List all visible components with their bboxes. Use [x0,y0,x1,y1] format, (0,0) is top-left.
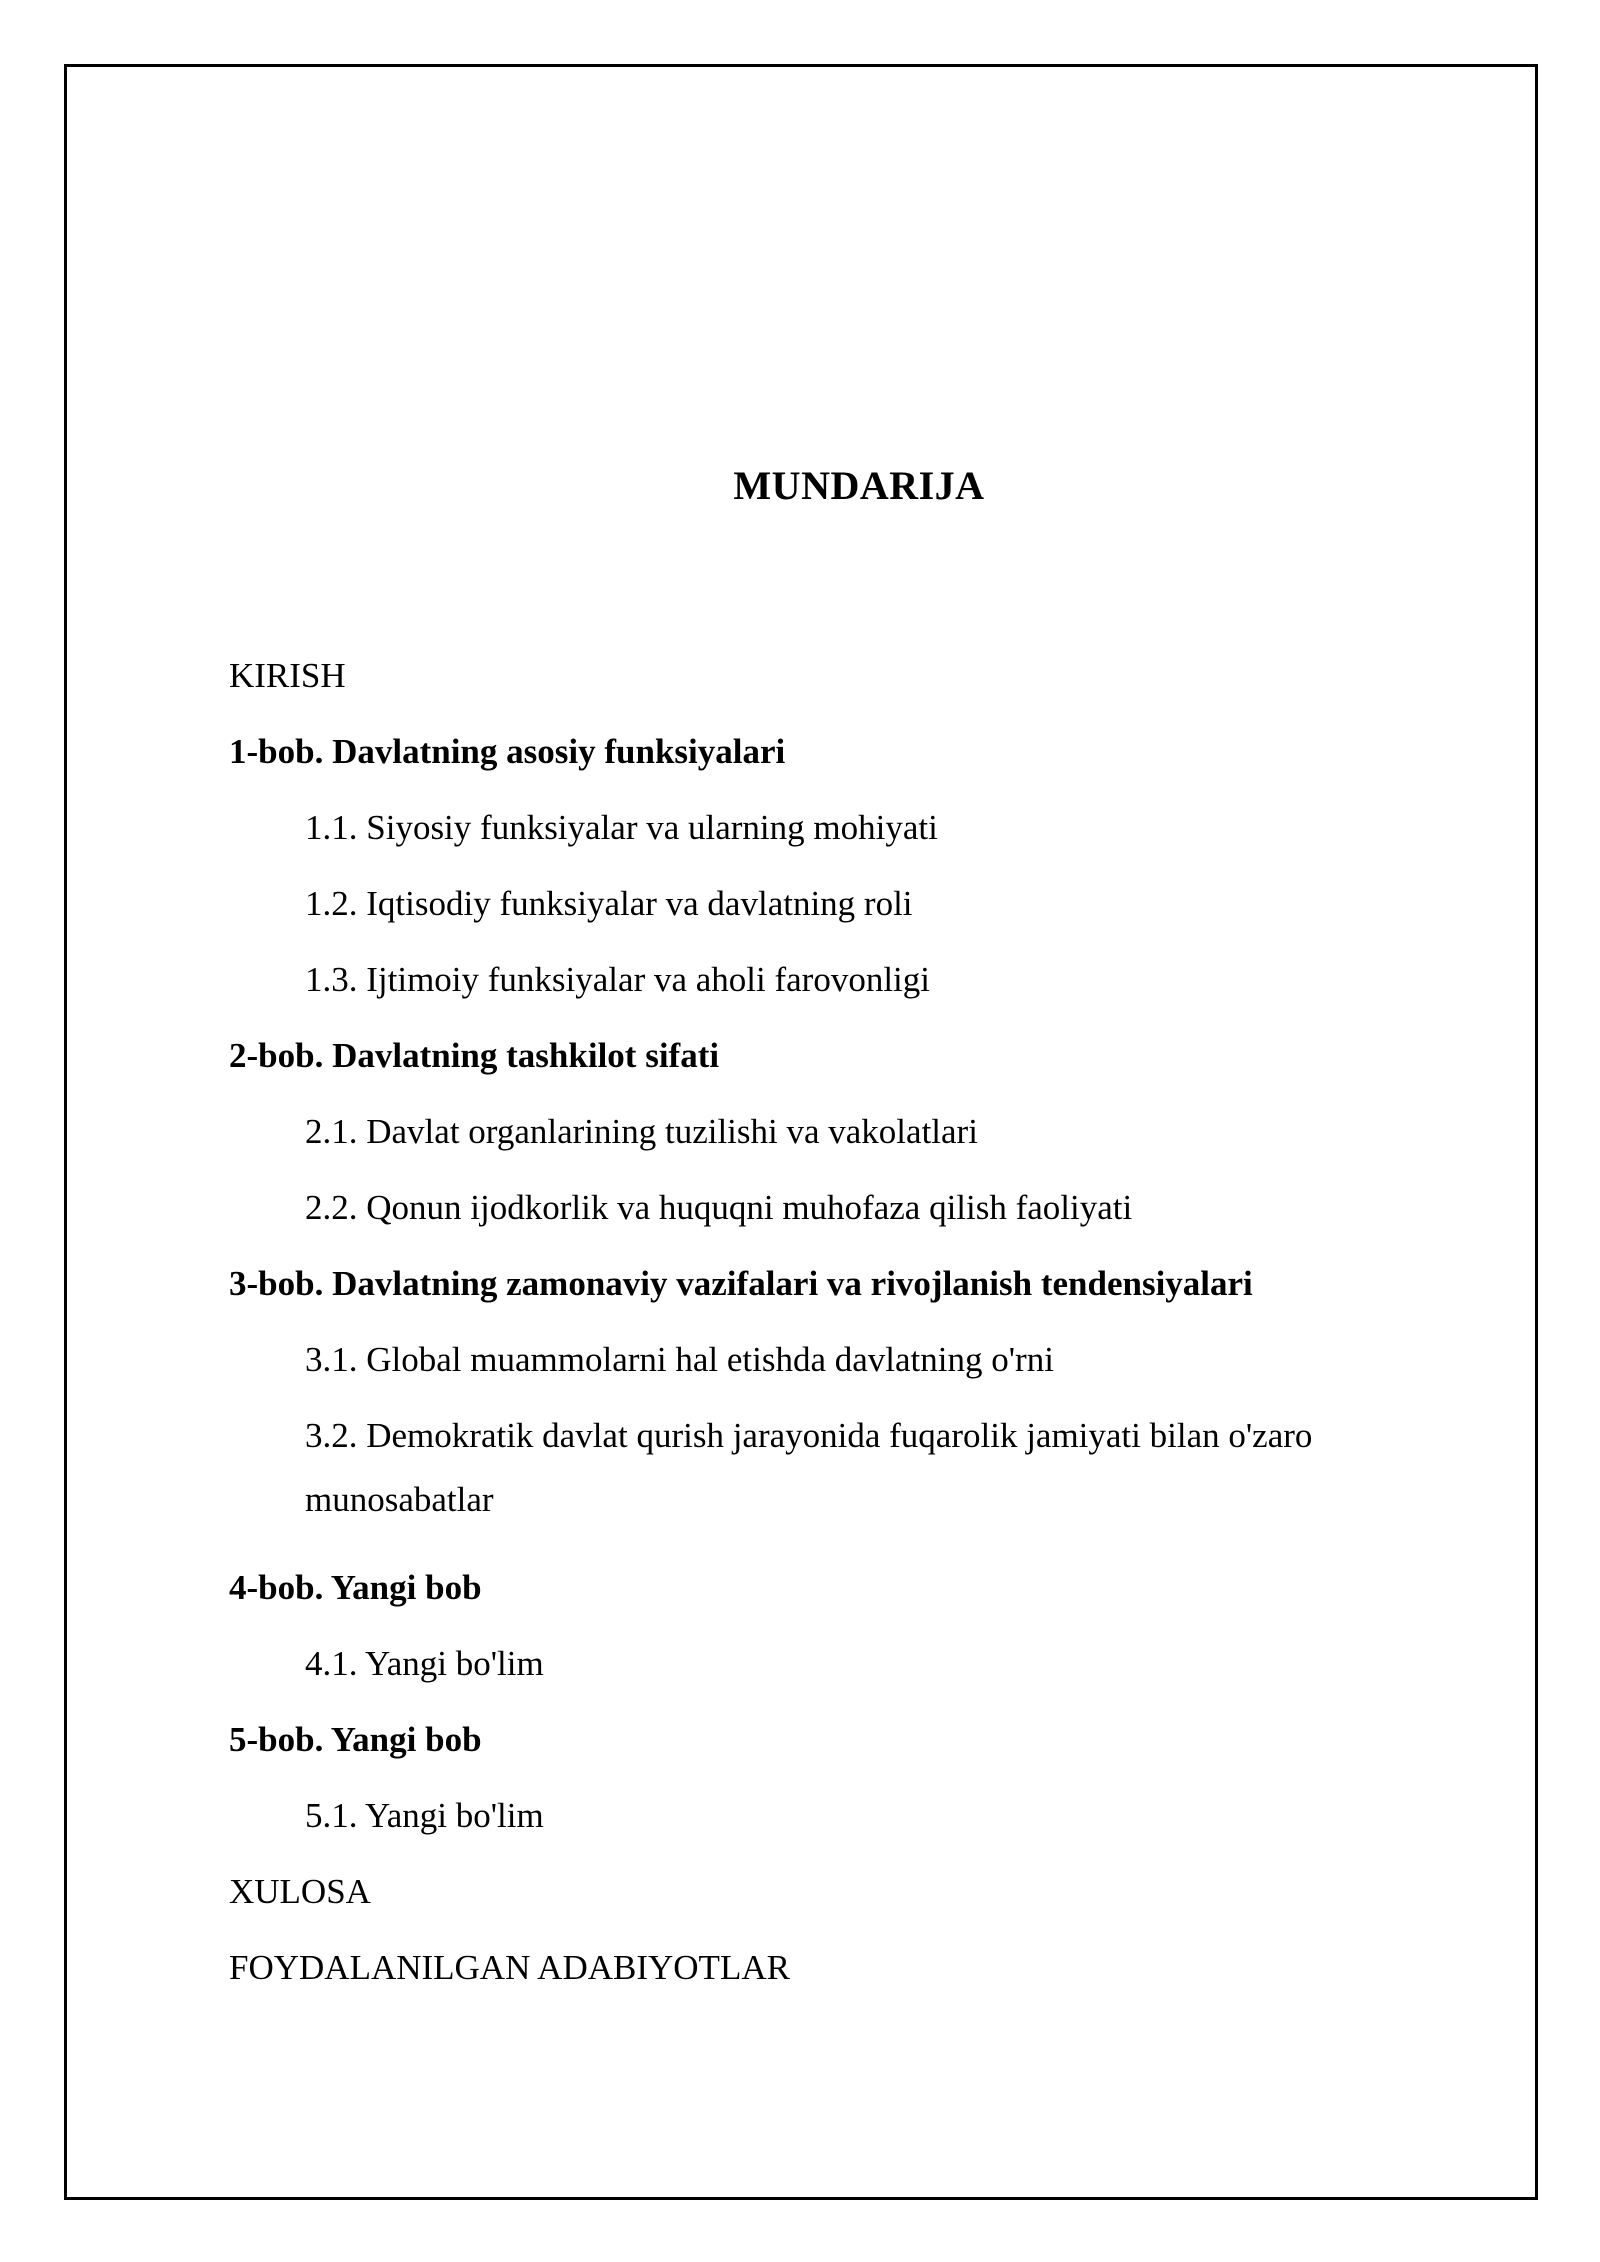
toc-chapter-3: 3-bob. Davlatning zamonaviy vazifalari va rivojlanish tendensiyalari [229,1264,1253,1303]
table-of-contents [229,644,1429,2012]
toc-entry-kirish: KIRISH [229,656,346,695]
toc-chapter-5: 5-bob. Yangi bob [229,1720,482,1759]
page-title: MUNDARIJA [733,463,985,508]
toc-section-1-1: 1.1. Siyosiy funksiyalar va ularning mohiyati [305,808,938,847]
toc-section-4-1: 4.1. Yangi bo'lim [305,1644,544,1683]
toc-chapter-4: 4-bob. Yangi bob [229,1568,482,1607]
toc-section-1-2: 1.2. Iqtisodiy funksiyalar va davlatning roli [305,884,913,923]
toc-section-5-1: 5.1. Yangi bo'lim [305,1796,544,1835]
toc-section-3-2: 3.2. Demokratik davlat qurish jarayonida fuqarolik jamiyati bilan o'zaro munosabatlar [305,1416,1313,1519]
toc-entry-xulosa: XULOSA [229,1872,371,1911]
toc-section-1-3: 1.3. Ijtimoiy funksiyalar va aholi farovonligi [305,960,931,999]
toc-entry-adabiyotlar: FOYDALANILGAN ADABIYOTLAR [229,1948,790,1987]
toc-chapter-1: 1-bob. Davlatning asosiy funksiyalari [229,732,786,771]
toc-section-2-2: 2.2. Qonun ijodkorlik va huquqni muhofaza qilish faoliyati [305,1188,1133,1227]
toc-section-2-1: 2.1. Davlat organlarining tuzilishi va vakolatlari [305,1112,978,1151]
toc-section-3-1: 3.1. Global muammolarni hal etishda davlatning o'rni [305,1340,1054,1379]
toc-chapter-2: 2-bob. Davlatning tashkilot sifati [229,1036,720,1075]
